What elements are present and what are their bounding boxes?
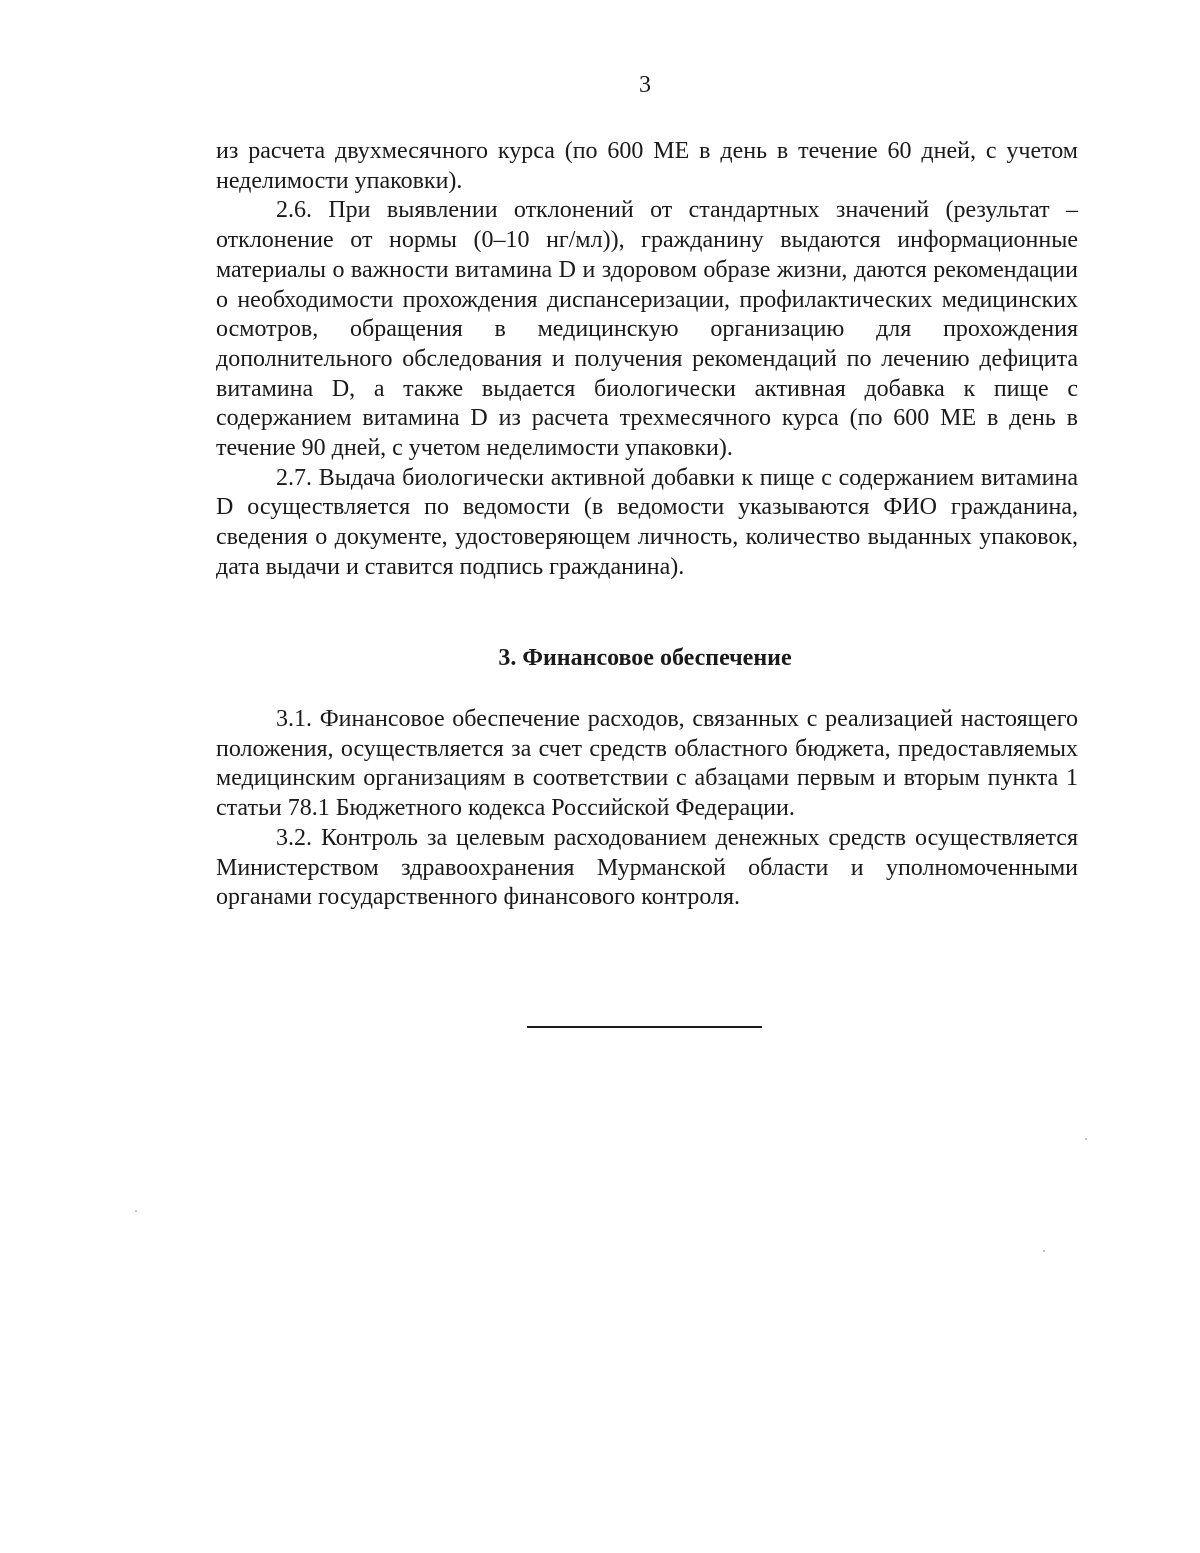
end-of-document-rule [527,1026,762,1028]
paragraph-3-1: 3.1. Финансовое обеспечение расходов, связанных с реализацией настоящего положения, осуществляется за счет средств областного бюджета, предоставляемых медицинским организациям в соответствии с абзацами первым и вторым пункта 1 статьи 78.1 Бюджетного кодекса Российской Федерации. [216,706,1078,822]
section-3-heading: 3. Финансовое обеспечение [498,645,792,671]
paragraph-2-6: 2.6. При выявлении отклонений от стандартных значений (результат – отклонение от нормы (0–10 нг/мл)), гражданину выдаются информационные материалы о важности витамина D и здоровом образе жизни, даются рекомендации о необходимости прохождения диспансеризации, профилактических медицинских осмотров, обращения в медицинскую организацию для прохождения дополнительного обследования и получения рекомендаций по лечению дефицита витамина D, а также выдается биологически активная добавка к пище с содержанием витамина D из расчета трехмесячного курса (по 600 МЕ в день в течение 90 дней, с учетом неделимости упаковки). [216,197,1078,462]
page-number: 3 [639,72,651,98]
section-2-continuation [216,137,1078,583]
paragraph-2-7: 2.7. Выдача биологически активной добавки к пище с содержанием витамина D осуществляется по ведомости (в ведомости указываются ФИО гражданина, сведения о документе, удостоверяющем личность, количество выданных упаковок, дата выдачи и ставится подпись гражданина). [216,464,1078,580]
scan-speck [1043,1250,1045,1252]
section-3-body [216,705,1078,913]
scan-speck [1085,1138,1087,1140]
paragraph-3-2: 3.2. Контроль за целевым расходованием денежных средств осуществляется Министерством здравоохранения Мурманской области и уполномоченными органами государственного финансового контроля. [216,824,1078,911]
scan-speck [135,1210,137,1212]
paragraph-2-5-tail: из расчета двухмесячного курса (по 600 МЕ в день в течение 60 дней, с учетом неделимости упаковки). [216,138,1078,194]
